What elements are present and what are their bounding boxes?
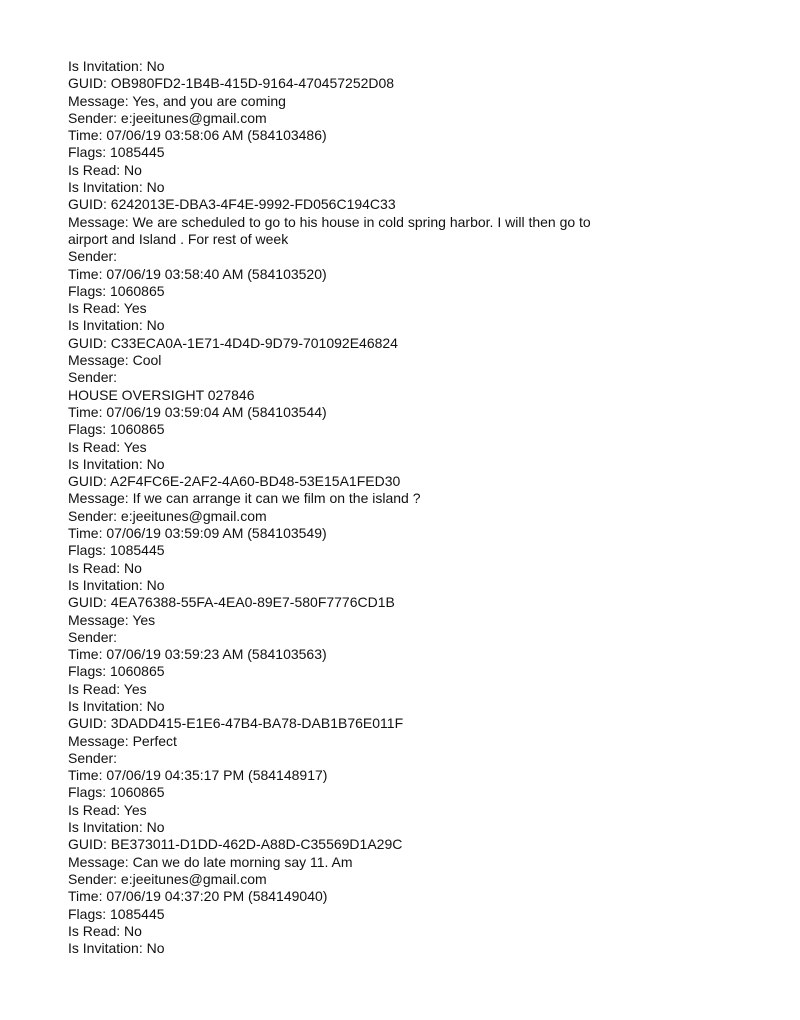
invitation-line: Is Invitation: No xyxy=(68,455,165,472)
invitation-line: Is Invitation: No xyxy=(68,940,165,957)
flags-line: Flags: 1085445 xyxy=(68,542,165,559)
guid-line: GUID: OB980FD2-1B4B-415D-9164-470457252D08 xyxy=(68,75,395,92)
read-line: Is Read: No xyxy=(68,922,142,939)
time-line: Time: 07/06/19 03:59:09 AM (584103549) xyxy=(68,525,327,542)
invitation-line: Is Invitation: No xyxy=(68,179,165,196)
read-line: Is Read: No xyxy=(68,161,142,178)
guid-line: GUID: C33ECA0A-1E71-4D4D-9D79-701092E46824 xyxy=(68,334,398,351)
read-line: Is Read: Yes xyxy=(68,438,147,455)
time-line: Time: 07/06/19 03:59:04 AM (584103544) xyxy=(68,403,327,420)
flags-line: Flags: 1085445 xyxy=(68,144,165,161)
document-page xyxy=(68,58,768,957)
sender-line: Sender: e:jeeitunes@gmail.com xyxy=(68,870,267,887)
message-line: Message: If we can arrange it can we film on the island ? xyxy=(68,490,421,507)
sender-line: Sender: xyxy=(68,248,118,265)
read-line: Is Read: Yes xyxy=(68,801,147,818)
flags-line: Flags: 1085445 xyxy=(68,905,165,922)
invitation-line: Is Invitation: No xyxy=(68,576,165,593)
invitation-line: Is Invitation: No xyxy=(68,697,165,714)
time-line: Time: 07/06/19 03:58:06 AM (584103486) xyxy=(68,127,327,144)
time-line: Time: 07/06/19 03:59:23 AM (584103563) xyxy=(68,646,327,663)
sender-line: Sender: e:jeeitunes@gmail.com xyxy=(68,109,267,126)
flags-line: Flags: 1060865 xyxy=(68,784,165,801)
sender-line: Sender: xyxy=(68,369,118,386)
guid-line: GUID: A2F4FC6E-2AF2-4A60-BD48-53E15A1FED30 xyxy=(68,473,401,490)
time-line: Time: 07/06/19 04:35:17 PM (584148917) xyxy=(68,767,328,784)
time-line: Time: 07/06/19 03:58:40 AM (584103520) xyxy=(68,265,327,282)
sender-line: Sender: xyxy=(68,628,118,645)
message-line: Message: Yes xyxy=(68,611,156,628)
message-line: Message: We are scheduled to go to his house in cold spring harbor. I will then go to airport and Island . For rest of week xyxy=(68,213,591,247)
message-line: Message: Cool xyxy=(68,352,162,369)
sender-line: Sender: e:jeeitunes@gmail.com xyxy=(68,507,267,524)
guid-line: GUID: 6242013E-DBA3-4F4E-9992-FD056C194C33 xyxy=(68,196,396,213)
flags-line: Flags: 1060865 xyxy=(68,282,165,299)
time-line: Time: 07/06/19 04:37:20 PM (584149040) xyxy=(68,888,328,905)
invitation-line: Is Invitation: No xyxy=(68,58,165,74)
message-line: Message: Yes, and you are coming xyxy=(68,92,286,109)
guid-line: GUID: 4EA76388-55FA-4EA0-89E7-580F7776CD1B xyxy=(68,594,395,611)
message-line: Message: Can we do late morning say 11. Am xyxy=(68,853,353,870)
sender-line: Sender: xyxy=(68,749,118,766)
invitation-line: Is Invitation: No xyxy=(68,317,165,334)
bates-stamp: HOUSE OVERSIGHT 027846 xyxy=(68,386,255,403)
read-line: Is Read: Yes xyxy=(68,300,147,317)
flags-line: Flags: 1060865 xyxy=(68,663,165,680)
read-line: Is Read: No xyxy=(68,559,142,576)
invitation-line: Is Invitation: No xyxy=(68,819,165,836)
flags-line: Flags: 1060865 xyxy=(68,421,165,438)
guid-line: GUID: 3DADD415-E1E6-47B4-BA78-DAB1B76E011F xyxy=(68,715,404,732)
guid-line: GUID: BE373011-D1DD-462D-A88D-C35569D1A29C xyxy=(68,836,403,853)
read-line: Is Read: Yes xyxy=(68,680,147,697)
message-line: Message: Perfect xyxy=(68,732,177,749)
